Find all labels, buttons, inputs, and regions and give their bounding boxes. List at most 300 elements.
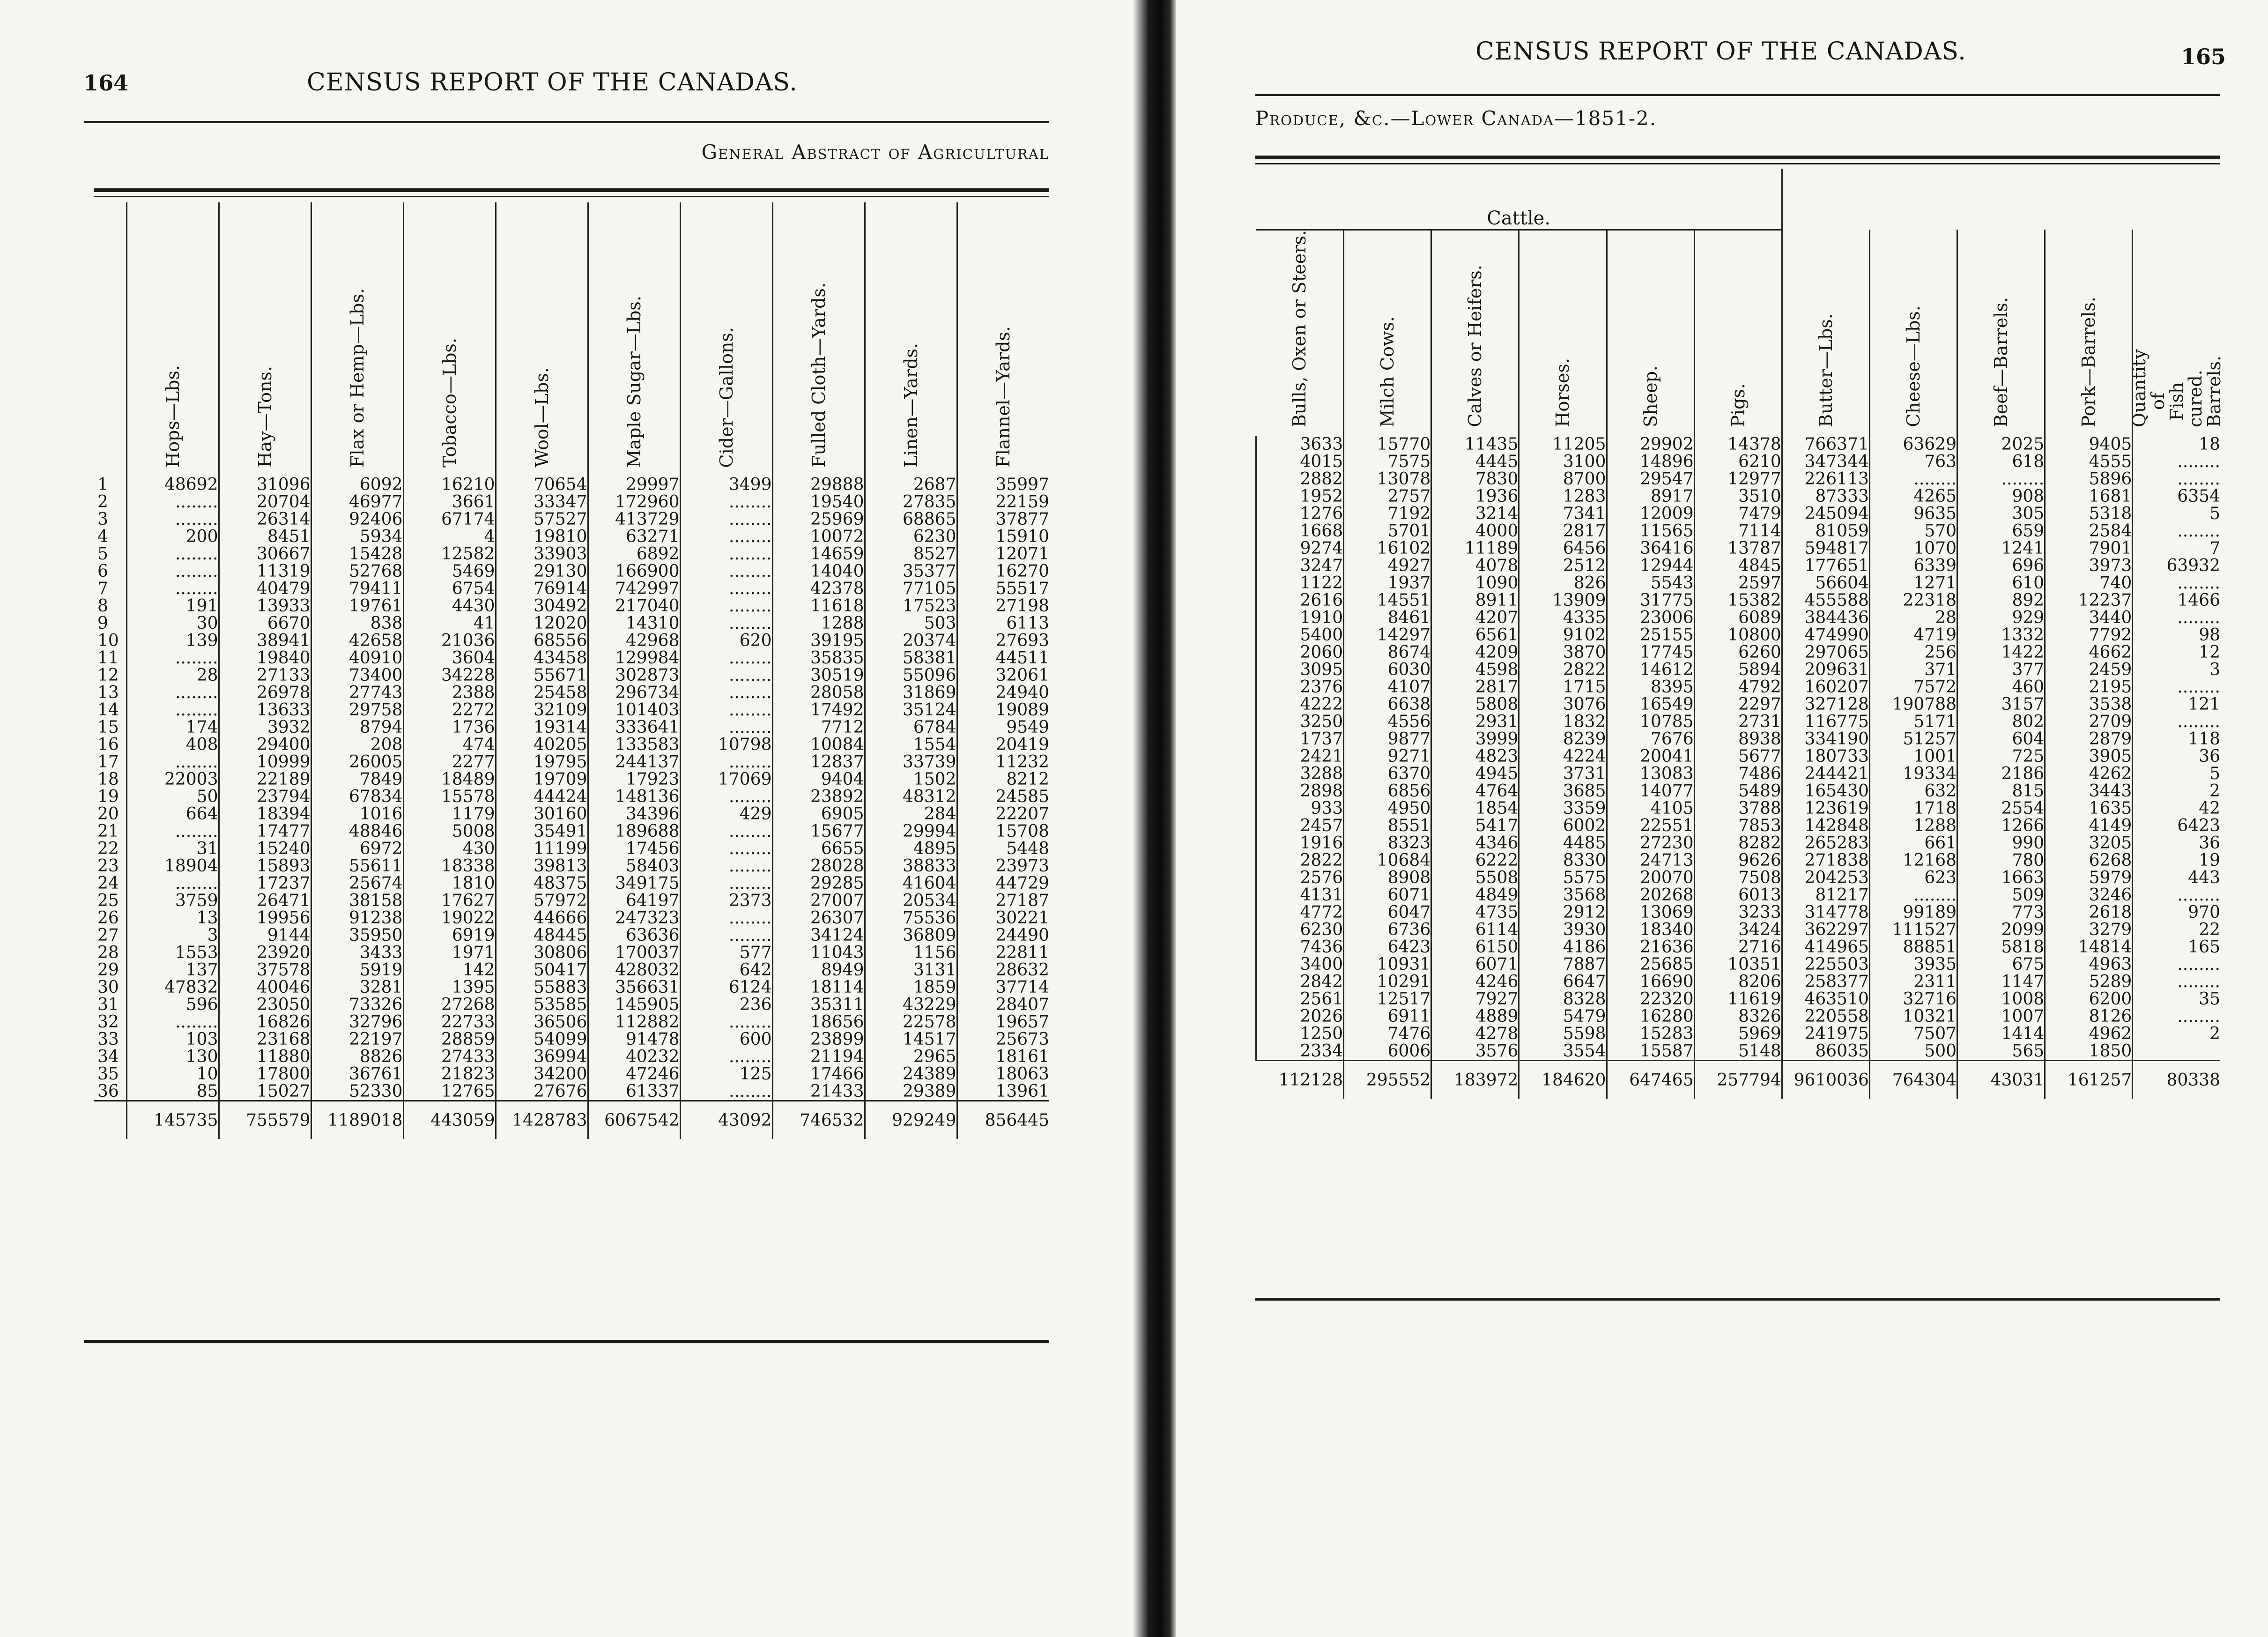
table-cell: 36761	[348, 1064, 403, 1084]
table-cell: 661	[1924, 833, 1957, 853]
table-cell: 297065	[1804, 643, 1869, 662]
table-cell: 31775	[1640, 591, 1694, 610]
column-header-milch-cows	[1344, 230, 1431, 436]
table-cell: 30221	[995, 908, 1049, 928]
table-cell: 6230	[913, 527, 956, 546]
table-cell: 6092	[359, 475, 403, 494]
table-cell: 6647	[1563, 972, 1606, 991]
table-cell: 8917	[1651, 487, 1694, 506]
table-cell: 75536	[902, 908, 956, 928]
table-cell: 19956	[256, 908, 311, 928]
column-values-tobacco-lbs	[403, 476, 496, 1101]
table-cell: 68556	[533, 631, 587, 650]
table-cell: 6210	[1738, 452, 1781, 471]
table-cell: 22197	[348, 1030, 403, 1049]
table-cell: 172960	[615, 492, 680, 512]
table-cell: ........	[728, 1047, 772, 1066]
row-number: 20	[97, 804, 119, 824]
table-cell: 165430	[1804, 781, 1869, 801]
table-cell: 4015	[1300, 452, 1343, 471]
table-cell: 7849	[359, 770, 403, 789]
table-cell: 17627	[441, 891, 495, 910]
table-bottom-rule-left	[84, 1340, 1049, 1343]
table-cell: 32109	[533, 700, 587, 720]
book-gutter	[1133, 0, 1178, 1637]
header-rule-right	[1255, 94, 2220, 96]
table-cell: 6268	[2089, 851, 2132, 870]
table-cell: 88851	[1903, 938, 1957, 957]
table-cell: 56604	[1815, 573, 1869, 593]
table-cell: 17237	[256, 874, 311, 893]
row-number: 5	[97, 544, 108, 564]
table-cell: 428032	[615, 960, 680, 980]
table-cell: 430	[462, 839, 495, 858]
table-cell: 23899	[810, 1030, 864, 1049]
table-cell: 12977	[1727, 469, 1781, 489]
table-cell: 7887	[1563, 955, 1606, 974]
table-cell: 12237	[2078, 591, 2132, 610]
table-cell: 70654	[533, 475, 587, 494]
table-cell: 5318	[2089, 504, 2132, 523]
table-cell: 17492	[810, 700, 864, 720]
table-cell: 5575	[1563, 868, 1606, 887]
table-cell: 8908	[1387, 868, 1431, 887]
table-cell: 302873	[615, 666, 680, 685]
row-number: 30	[97, 978, 119, 997]
table-cell: 17456	[625, 839, 680, 858]
table-cell: 2099	[2001, 920, 2045, 939]
table-cell: ........	[728, 579, 772, 598]
table-cell: 3973	[2089, 556, 2132, 575]
table-cell: 5543	[1651, 573, 1694, 593]
table-cell: 23973	[995, 856, 1049, 876]
table-cell: 18338	[441, 856, 495, 876]
table-cell: 5508	[1475, 868, 1519, 887]
table-cell: ........	[728, 666, 772, 685]
column-values-beef-barrels	[1957, 436, 2045, 1061]
table-cell: 503	[924, 614, 956, 633]
table-cell: 1288	[1913, 816, 1957, 835]
table-cell: 5400	[1300, 625, 1343, 645]
table-cell: 4186	[1563, 938, 1606, 957]
table-cell: 23168	[256, 1030, 311, 1049]
table-cell: 28028	[810, 856, 864, 876]
table-cell: 29400	[256, 735, 311, 754]
table-cell: 101403	[615, 700, 680, 720]
table-cell: 63629	[1903, 435, 1957, 454]
column-values-hops-lbs	[126, 476, 219, 1101]
row-number: 4	[97, 527, 108, 546]
table-cell: 25458	[533, 683, 587, 702]
table-cell: ........	[728, 926, 772, 945]
table-cell: 4131	[1300, 885, 1343, 905]
table-cell: 5969	[1738, 1024, 1781, 1043]
table-cell: 7572	[1913, 677, 1957, 697]
table-cell: 9271	[1387, 747, 1431, 766]
table-cell: 35311	[810, 995, 864, 1014]
column-total-sheep: 647465	[1607, 1061, 1694, 1099]
table-cell: 8674	[1387, 643, 1431, 662]
table-cell: 4962	[2089, 1024, 2132, 1043]
table-cell: 28407	[995, 995, 1049, 1014]
table-cell: 620	[739, 631, 772, 650]
table-cell: 18	[2199, 435, 2220, 454]
column-total-horses: 184620	[1519, 1061, 1607, 1099]
table-cell: 5008	[452, 822, 495, 841]
row-number: 15	[97, 718, 119, 737]
column-total-bulls-oxen-or-steers: 112128	[1256, 1061, 1344, 1099]
column-header-maple-sugar-lbs	[588, 202, 680, 476]
table-cell: 333641	[615, 718, 680, 737]
table-cell: ........	[728, 787, 772, 806]
table-cell: ........	[175, 700, 218, 720]
table-cell: 815	[2012, 781, 2045, 801]
table-cell: 23050	[256, 995, 311, 1014]
table-cell: 1090	[1475, 573, 1519, 593]
table-cell: 4000	[1475, 521, 1519, 541]
column-values-quantity-of-fish-cured-barrels	[2133, 436, 2220, 1061]
table-cell: 1422	[2001, 643, 2045, 662]
table-cell: 44666	[533, 908, 587, 928]
table-cell: 14612	[1640, 660, 1694, 679]
table-cell: 15240	[256, 839, 311, 858]
column-header-horses	[1519, 230, 1607, 436]
table-cell: 24389	[902, 1064, 956, 1084]
table-cell: 92406	[348, 510, 403, 529]
table-cell: 35377	[902, 562, 956, 581]
table-cell: 6013	[1738, 885, 1781, 905]
table-cell: 1952	[1300, 487, 1343, 506]
table-cell: 116775	[1804, 712, 1869, 731]
column-total-pigs: 257794	[1694, 1061, 1782, 1099]
row-number: 31	[97, 995, 119, 1014]
table-cell: 408	[185, 735, 218, 754]
table-cell: 19540	[810, 492, 864, 512]
table-cell: 5289	[2089, 972, 2132, 991]
table-cell: 53585	[533, 995, 587, 1014]
column-header-calves-or-heifers	[1431, 230, 1519, 436]
table-cell: 1266	[2001, 816, 2045, 835]
table-cell: 3685	[1563, 781, 1606, 801]
table-cell: 2376	[1300, 677, 1343, 697]
table-cell: 37714	[995, 978, 1049, 997]
table-cell: 99189	[1903, 903, 1957, 922]
column-header-pork-barrels	[2045, 230, 2133, 436]
table-cell: 13078	[1377, 469, 1431, 489]
table-cell: 33739	[902, 752, 956, 772]
table-cell: 2931	[1475, 712, 1519, 731]
table-cell: 35	[2199, 990, 2220, 1009]
table-cell: 26005	[348, 752, 403, 772]
table-cell: 6919	[452, 926, 495, 945]
table-cell: 52330	[348, 1082, 403, 1101]
table-cell: 2822	[1300, 851, 1343, 870]
table-cell: 642	[739, 960, 772, 980]
table-cell: 19	[2199, 851, 2220, 870]
table-cell: 6339	[1913, 556, 1957, 575]
table-cell: 6260	[1738, 643, 1781, 662]
table-cell: 35950	[348, 926, 403, 945]
table-cell: 44511	[995, 648, 1049, 668]
table-cell: 908	[2012, 487, 2045, 506]
table-cell: 63271	[625, 527, 680, 546]
table-cell: 2186	[2001, 764, 2045, 783]
table-cell: 29389	[902, 1082, 956, 1101]
table-cell: 2822	[1563, 660, 1606, 679]
table-cell: 6905	[821, 804, 864, 824]
table-cell: 26978	[256, 683, 311, 702]
table-cell: 2817	[1563, 521, 1606, 541]
row-number: 22	[97, 839, 119, 858]
table-cell: 2716	[1738, 938, 1781, 957]
table-cell: 14310	[625, 614, 680, 633]
table-cell: 1147	[2001, 972, 2045, 991]
table-cell: 10931	[1377, 955, 1431, 974]
table-cell: 21823	[441, 1064, 495, 1084]
table-cell: 42378	[810, 579, 864, 598]
table-cell: 2687	[913, 475, 956, 494]
table-cell: 3214	[1475, 504, 1519, 523]
table-cell: 2512	[1563, 556, 1606, 575]
table-cell: 174	[185, 718, 218, 737]
table-cell: 7	[2209, 539, 2220, 558]
table-cell: 4823	[1475, 747, 1519, 766]
table-cell: 19761	[348, 596, 403, 616]
table-cell: 22733	[441, 1012, 495, 1032]
table-cell: 29902	[1640, 435, 1694, 454]
table-cell: 55611	[348, 856, 403, 876]
table-cell: 3661	[452, 492, 495, 512]
table-cell: 8911	[1475, 591, 1519, 610]
table-cell: 31096	[256, 475, 311, 494]
table-cell: 241975	[1804, 1024, 1869, 1043]
table-cell: 7508	[1738, 868, 1781, 887]
table-cell: ........	[175, 752, 218, 772]
table-cell: 3499	[728, 475, 772, 494]
table-cell: 2898	[1300, 781, 1343, 801]
table-cell: 8700	[1563, 469, 1606, 489]
table-cell: 32796	[348, 1012, 403, 1032]
table-cell: 2597	[1738, 573, 1781, 593]
table-cell: 664	[185, 804, 218, 824]
table-cell: 204253	[1804, 868, 1869, 887]
table-cell: 27268	[441, 995, 495, 1014]
table-cell: 48312	[902, 787, 956, 806]
table-cell: 1007	[2001, 1007, 2045, 1026]
table-cell: ........	[175, 579, 218, 598]
table-cell: 1936	[1475, 487, 1519, 506]
table-cell: 5818	[2001, 938, 2045, 957]
table-cell: 220558	[1804, 1007, 1869, 1026]
table-cell: 27007	[810, 891, 864, 910]
table-cell: 7792	[2089, 625, 2132, 645]
row-number: 8	[97, 596, 108, 616]
table-cell: 19810	[533, 527, 587, 546]
table-cell: 27187	[995, 891, 1049, 910]
table-cell: 9877	[1387, 729, 1431, 749]
table-cell: 305	[2012, 504, 2045, 523]
table-cell: 1668	[1300, 521, 1343, 541]
table-cell: 1635	[2089, 799, 2132, 818]
table-cell: 604	[2012, 729, 2045, 749]
table-cell: 200	[185, 527, 218, 546]
row-number: 26	[97, 908, 119, 928]
table-cell: 40479	[256, 579, 311, 598]
table-cell: 4598	[1475, 660, 1519, 679]
column-header-quantity-of-fish-cured-barrels	[2129, 230, 2225, 436]
table-cell: 57527	[533, 510, 587, 529]
table-cell: 3288	[1300, 764, 1343, 783]
table-cell: 11043	[810, 943, 864, 962]
table-cell: 6222	[1475, 851, 1519, 870]
table-cell: 3604	[452, 648, 495, 668]
table-cell: 6423	[2177, 816, 2220, 835]
table-cell: 34396	[625, 804, 680, 824]
table-cell: 6638	[1387, 695, 1431, 714]
column-header-cider-gallons	[680, 202, 772, 476]
table-cell: 15578	[441, 787, 495, 806]
table-cell: 414965	[1804, 938, 1869, 957]
table-cell: 98	[2199, 625, 2220, 645]
column-header-fulled-cloth-yards	[772, 202, 865, 476]
table-cell: 36994	[533, 1047, 587, 1066]
table-cell: 125	[739, 1064, 772, 1084]
cattle-group-caption: Cattle.	[1256, 169, 1782, 230]
table-cell: 8551	[1387, 816, 1431, 835]
table-cell: 4246	[1475, 972, 1519, 991]
table-cell: 1937	[1387, 573, 1431, 593]
table-cell: 362297	[1804, 920, 1869, 939]
table-cell: 19334	[1903, 764, 1957, 783]
table-cell: 4078	[1475, 556, 1519, 575]
table-cell: 3095	[1300, 660, 1343, 679]
table-cell: 970	[2188, 903, 2220, 922]
table-cell: 1156	[913, 943, 956, 962]
table-cell: 4849	[1475, 885, 1519, 905]
table-cell: 22551	[1640, 816, 1694, 835]
table-cell: 3935	[1913, 955, 1957, 974]
table-cell: 2709	[2089, 712, 2132, 731]
table-cell: ........	[175, 1012, 218, 1032]
table-cell: 7676	[1651, 729, 1694, 749]
table-cell: 55883	[533, 978, 587, 997]
table-cell: 2817	[1475, 677, 1519, 697]
table-cell: 13787	[1727, 539, 1781, 558]
table-cell: 68865	[902, 510, 956, 529]
table-cell: 121	[2188, 695, 2220, 714]
table-cell: 12020	[533, 614, 587, 633]
table-cell: 9274	[1300, 539, 1343, 558]
table-cell: 600	[739, 1030, 772, 1049]
table-cell: 160207	[1804, 677, 1869, 697]
table-cell: 13633	[256, 700, 311, 720]
table-cell: 327128	[1804, 695, 1869, 714]
table-cell: 46977	[348, 492, 403, 512]
column-header-beef-barrels	[1957, 230, 2045, 436]
table-cell: 429	[739, 804, 772, 824]
table-cell: 384436	[1804, 608, 1869, 627]
table-cell: ........	[2177, 1007, 2220, 1026]
table-cell: 474	[462, 735, 495, 754]
running-head-left: CENSUS REPORT OF THE CANADAS.	[307, 68, 798, 97]
column-header-sheep	[1607, 230, 1694, 436]
column-total-cheese-lbs: 764304	[1869, 1061, 1957, 1099]
table-cell: 26307	[810, 908, 864, 928]
table-cell: 22	[2199, 920, 2220, 939]
column-total-pork-barrels: 161257	[2045, 1061, 2133, 1099]
table-cell: 5677	[1738, 747, 1781, 766]
table-cell: 3633	[1300, 435, 1343, 454]
page-number-left: 164	[83, 70, 129, 96]
table-cell: 8938	[1738, 729, 1781, 749]
table-cell: 21433	[810, 1082, 864, 1101]
table-cell: 130	[185, 1047, 218, 1066]
row-number: 21	[97, 822, 119, 841]
table-cell: 14517	[902, 1030, 956, 1049]
table-cell: 48375	[533, 874, 587, 893]
table-cell: 5896	[2089, 469, 2132, 489]
row-number: 14	[97, 700, 119, 720]
table-cell: 73400	[348, 666, 403, 685]
table-cell	[2133, 1042, 2220, 1060]
table-top-rule-left-2	[94, 196, 1049, 197]
column-header-label: Linen—Yards.	[900, 343, 921, 468]
table-cell: 3999	[1475, 729, 1519, 749]
table-cell: 12517	[1377, 990, 1431, 1009]
table-cell: ........	[728, 544, 772, 564]
table-cell: 42	[2199, 799, 2220, 818]
table-cell: 18114	[810, 978, 864, 997]
table-cell: 3870	[1563, 643, 1606, 662]
table-cell: 4555	[2089, 452, 2132, 471]
table-cell: 632	[1924, 781, 1957, 801]
table-cell: ........	[2177, 608, 2220, 627]
table-cell: 4207	[1475, 608, 1519, 627]
table-cell: 4889	[1475, 1007, 1519, 1026]
table-cell: 1916	[1300, 833, 1343, 853]
table-cell: 10999	[256, 752, 311, 772]
table-cell: ........	[175, 562, 218, 581]
table-cell: 3788	[1738, 799, 1781, 818]
table-cell: 27230	[1640, 833, 1694, 853]
table-cell: 22318	[1903, 591, 1957, 610]
table-cell: 17923	[625, 770, 680, 789]
table-cell: 28	[196, 666, 218, 685]
table-cell: ........	[2177, 972, 2220, 991]
table-cell: 6423	[1387, 938, 1431, 957]
table-cell: 1554	[913, 735, 956, 754]
column-total-fulled-cloth-yards: 746532	[772, 1101, 865, 1139]
row-number-header	[94, 202, 126, 476]
table-cell: 10684	[1377, 851, 1431, 870]
table-cell: 10	[196, 1064, 218, 1084]
column-header-cheese-lbs	[1869, 230, 1957, 436]
table-cell: 103	[185, 1030, 218, 1049]
table-cell: 2026	[1300, 1007, 1343, 1026]
table-cell: 2882	[1300, 469, 1343, 489]
column-header-flax-or-hemp-lbs	[311, 202, 403, 476]
table-cell: 14040	[810, 562, 864, 581]
table-cell: 28	[1935, 608, 1957, 627]
table-cell: 37877	[995, 510, 1049, 529]
table-cell: 67834	[348, 787, 403, 806]
table-cell: 4772	[1300, 903, 1343, 922]
table-cell: 17800	[256, 1064, 311, 1084]
column-values-pigs	[1694, 436, 1782, 1061]
table-cell: 740	[2099, 573, 2132, 593]
table-cell: 892	[2012, 591, 2045, 610]
table-cell: 10072	[810, 527, 864, 546]
